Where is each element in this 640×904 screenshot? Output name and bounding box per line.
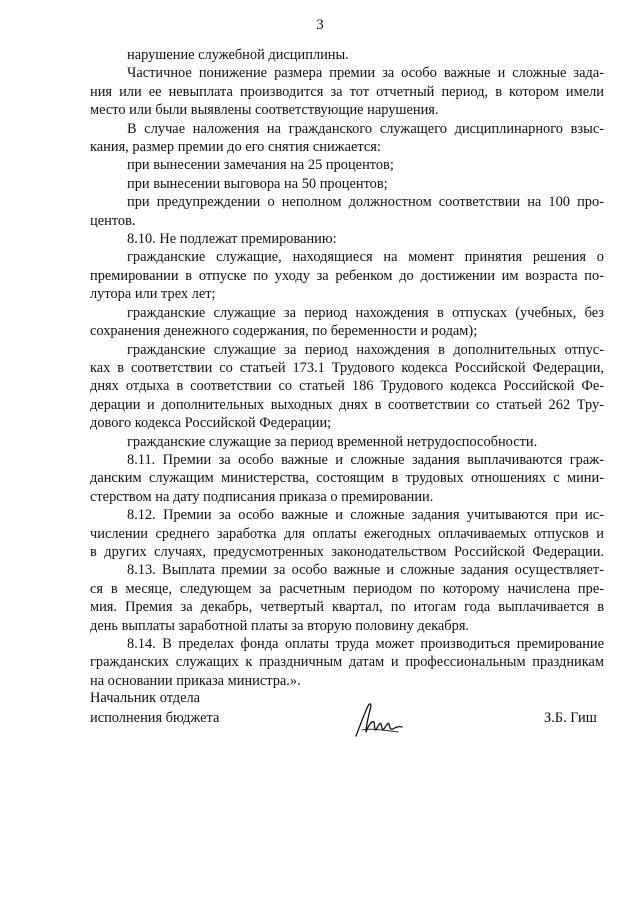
text-line: ния или ее невыплата производится за тот отчетный период, в котором имели: [90, 83, 604, 100]
text-line: В случае наложения на гражданского служащего дисциплинарного взыс-: [127, 120, 604, 137]
text-line: гражданских служащих к праздничным датам и профессиональным праздникам: [90, 654, 604, 671]
text-line: мия. Премия за декабрь, четвертый квартал, по итогам года выплачивается в: [90, 599, 604, 616]
paragraph: [90, 304, 604, 341]
page-number: 3: [316, 17, 324, 33]
paragraph: [90, 64, 604, 119]
signatory-name: З.Б. Гиш: [544, 710, 597, 726]
paragraph: [90, 230, 604, 248]
text-line: нарушение служебной дисциплины.: [127, 47, 349, 63]
text-line: днях отдыха в соответствии со статьей 186 Трудового кодекса Российской Фе-: [90, 378, 604, 395]
text-line: гражданские служащие за период нахождения в отпусках (учебных, без: [127, 304, 604, 321]
text-line: 8.10. Не подлежат премированию:: [127, 231, 337, 248]
text-line: центов.: [90, 212, 136, 229]
document-body: [90, 46, 604, 690]
paragraph: [90, 175, 604, 193]
text-line: в других случаях, предусмотренных законодательством Российской Федерации.: [90, 543, 604, 560]
paragraph: [90, 156, 604, 174]
text-line: ках в соответствии со статьей 173.1 Трудового кодекса Российской Федерации,: [90, 359, 604, 376]
text-line: числении среднего заработка для оплаты ежегодных оплачиваемых отпусков и: [90, 525, 604, 542]
signatory-title: [90, 688, 219, 728]
signatory-title-line: исполнения бюджета: [90, 710, 220, 726]
paragraph: [90, 561, 604, 635]
paragraph: [90, 46, 604, 64]
text-line: место или были выявлены соответствующие нарушения.: [90, 102, 439, 119]
text-line: ся в месяце, следующем за расчетным периодом по которому начислена пре-: [90, 580, 604, 597]
text-line: данским служащим министерства, состоящим в трудовых отношениях с мини-: [90, 470, 604, 487]
text-line: 8.14. В пределах фонда оплаты труда может производиться премирование: [127, 636, 604, 652]
text-line: Частичное понижение размера премии за особо важные и сложные зада-: [127, 65, 604, 82]
text-line: дового кодекса Российской Федерации;: [90, 415, 332, 432]
paragraph: [90, 635, 604, 690]
text-line: при вынесении замечания на 25 процентов;: [127, 157, 394, 174]
handwritten-signature: [352, 700, 404, 740]
text-line: при предупреждении о неполном должностном соответствии на 100 про-: [127, 194, 604, 211]
paragraph: [90, 506, 604, 561]
paragraph: [90, 248, 604, 303]
text-line: день выплаты заработной платы за вторую половину декабря.: [90, 617, 470, 634]
text-line: 8.12. Премии за особо важные и сложные задания учитываются при ис-: [127, 507, 604, 524]
text-line: на основании приказа министра.».: [90, 672, 301, 689]
text-line: дерации и дополнительных выходных днях в соответствии со статьей 262 Тру-: [90, 396, 604, 413]
paragraph: [90, 120, 604, 157]
text-line: гражданские служащие за период нахождения в дополнительных отпус-: [127, 341, 604, 358]
text-line: стерством на дату подписания приказа о премировании.: [90, 488, 434, 505]
text-line: лутора или трех лет;: [90, 286, 216, 303]
text-line: 8.13. Выплата премии за особо важные и сложные задания осуществляет-: [127, 562, 604, 579]
text-line: 8.11. Премии за особо важные и сложные задания выплачиваются граж-: [127, 451, 604, 468]
paragraph: [90, 451, 604, 506]
paragraph: [90, 193, 604, 230]
text-line: кания, размер премии до его снятия снижается:: [90, 139, 381, 156]
signatory-title-line: Начальник отдела: [90, 690, 201, 706]
paragraph: [90, 433, 604, 451]
paragraph: [90, 341, 604, 433]
text-line: сохранения денежного содержания, по беременности и родам);: [90, 323, 478, 340]
text-line: при вынесении выговора на 50 процентов;: [127, 175, 388, 192]
text-line: премировании в отпуске по уходу за ребенком до достижении им возраста по-: [90, 267, 604, 284]
text-line: гражданские служащие за период временной нетрудоспособности.: [127, 433, 538, 450]
text-line: гражданские служащие, находящиеся на момент принятия решения о: [127, 249, 604, 266]
